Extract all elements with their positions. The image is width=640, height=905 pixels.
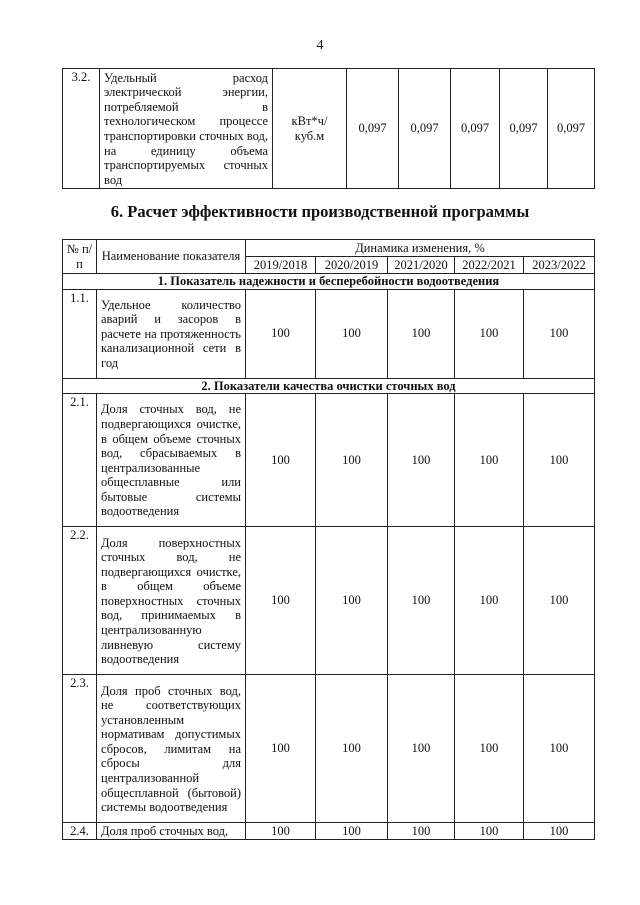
page-number: 4 bbox=[316, 38, 324, 53]
value-cell: 100 bbox=[455, 675, 524, 823]
value-cell: 100 bbox=[524, 394, 595, 527]
value-cell: 100 bbox=[246, 289, 316, 378]
table-row bbox=[63, 675, 595, 823]
header-dynamics: Динамика изменения, % bbox=[246, 240, 595, 257]
table-row bbox=[63, 527, 595, 675]
row-number: 2.1. bbox=[63, 394, 97, 527]
row-number: 2.3. bbox=[63, 675, 97, 823]
efficiency-table bbox=[62, 239, 595, 840]
section-header: 2. Показатели качества очистки сточных вод bbox=[63, 378, 595, 394]
indicator-name: Доля проб сточных вод, не соответствующих установленным нормативам допустимых сбросов, лимитам на сбросы для централизованной общесплавной (бытовой) системы водоотведения bbox=[97, 675, 246, 823]
row-number: 2.4. bbox=[63, 823, 97, 840]
value-cell: 100 bbox=[388, 675, 455, 823]
table-row bbox=[63, 289, 595, 378]
header-number: № п/п bbox=[63, 240, 97, 274]
header-year: 2020/2019 bbox=[316, 257, 388, 274]
value-cell: 100 bbox=[388, 289, 455, 378]
value-cell: 100 bbox=[316, 527, 388, 675]
value-cell: 100 bbox=[455, 394, 524, 527]
header-name: Наименование показателя bbox=[97, 240, 246, 274]
section-title: 6. Расчет эффективности производственной программы bbox=[110, 202, 530, 221]
value-cell: 100 bbox=[455, 289, 524, 378]
section-header-row bbox=[63, 274, 595, 290]
value-cell: 100 bbox=[316, 394, 388, 527]
continued-table bbox=[62, 68, 595, 189]
value-cell: 100 bbox=[524, 289, 595, 378]
value-cell: 0,097 bbox=[347, 69, 399, 189]
value-cell: 100 bbox=[455, 823, 524, 840]
value-cell: 100 bbox=[388, 823, 455, 840]
value-cell: 100 bbox=[246, 823, 316, 840]
row-number: 1.1. bbox=[63, 289, 97, 378]
value-cell: 100 bbox=[388, 394, 455, 527]
value-cell: 0,097 bbox=[500, 69, 548, 189]
section-header: 1. Показатель надежности и бесперебойности водоотведения bbox=[63, 274, 595, 290]
header-year: 2022/2021 bbox=[455, 257, 524, 274]
value-cell: 100 bbox=[388, 527, 455, 675]
value-cell: 0,097 bbox=[399, 69, 451, 189]
indicator-name: Доля поверхностных сточных вод, не подвергающихся очистке, в общем объеме поверхностных сточных вод, принимаемых в централизованную ливневую систему водоотведения bbox=[97, 527, 246, 675]
value-cell: 100 bbox=[246, 394, 316, 527]
indicator-name: Доля проб сточных вод, bbox=[97, 823, 246, 840]
header-year: 2019/2018 bbox=[246, 257, 316, 274]
value-cell: 100 bbox=[524, 823, 595, 840]
value-cell: 100 bbox=[524, 675, 595, 823]
indicator-name: Удельное количество аварий и засоров в расчете на протяженность канализационной сети в год bbox=[97, 289, 246, 378]
value-cell: 100 bbox=[455, 527, 524, 675]
row-number: 3.2. bbox=[63, 69, 100, 189]
table-header-row bbox=[63, 240, 595, 257]
table-row bbox=[63, 823, 595, 840]
indicator-name: Удельный расход электрической энергии, потребляемой в технологическом процессе транспортировки сточных вод, на единицу объема транспортируемых сточных вод bbox=[100, 69, 273, 189]
value-cell: 100 bbox=[246, 675, 316, 823]
value-cell: 0,097 bbox=[548, 69, 595, 189]
section-header-row bbox=[63, 378, 595, 394]
value-cell: 100 bbox=[316, 289, 388, 378]
value-cell: 100 bbox=[316, 823, 388, 840]
value-cell: 100 bbox=[316, 675, 388, 823]
table-row bbox=[63, 69, 595, 189]
unit-cell: кВт*ч/ куб.м bbox=[273, 69, 347, 189]
value-cell: 100 bbox=[524, 527, 595, 675]
header-year: 2023/2022 bbox=[524, 257, 595, 274]
table-row bbox=[63, 394, 595, 527]
header-year: 2021/2020 bbox=[388, 257, 455, 274]
value-cell: 0,097 bbox=[451, 69, 500, 189]
indicator-name: Доля сточных вод, не подвергающихся очистке, в общем объеме сточных вод, сбрасываемых в централизованные общесплавные или бытовые системы водоотведения bbox=[97, 394, 246, 527]
row-number: 2.2. bbox=[63, 527, 97, 675]
value-cell: 100 bbox=[246, 527, 316, 675]
